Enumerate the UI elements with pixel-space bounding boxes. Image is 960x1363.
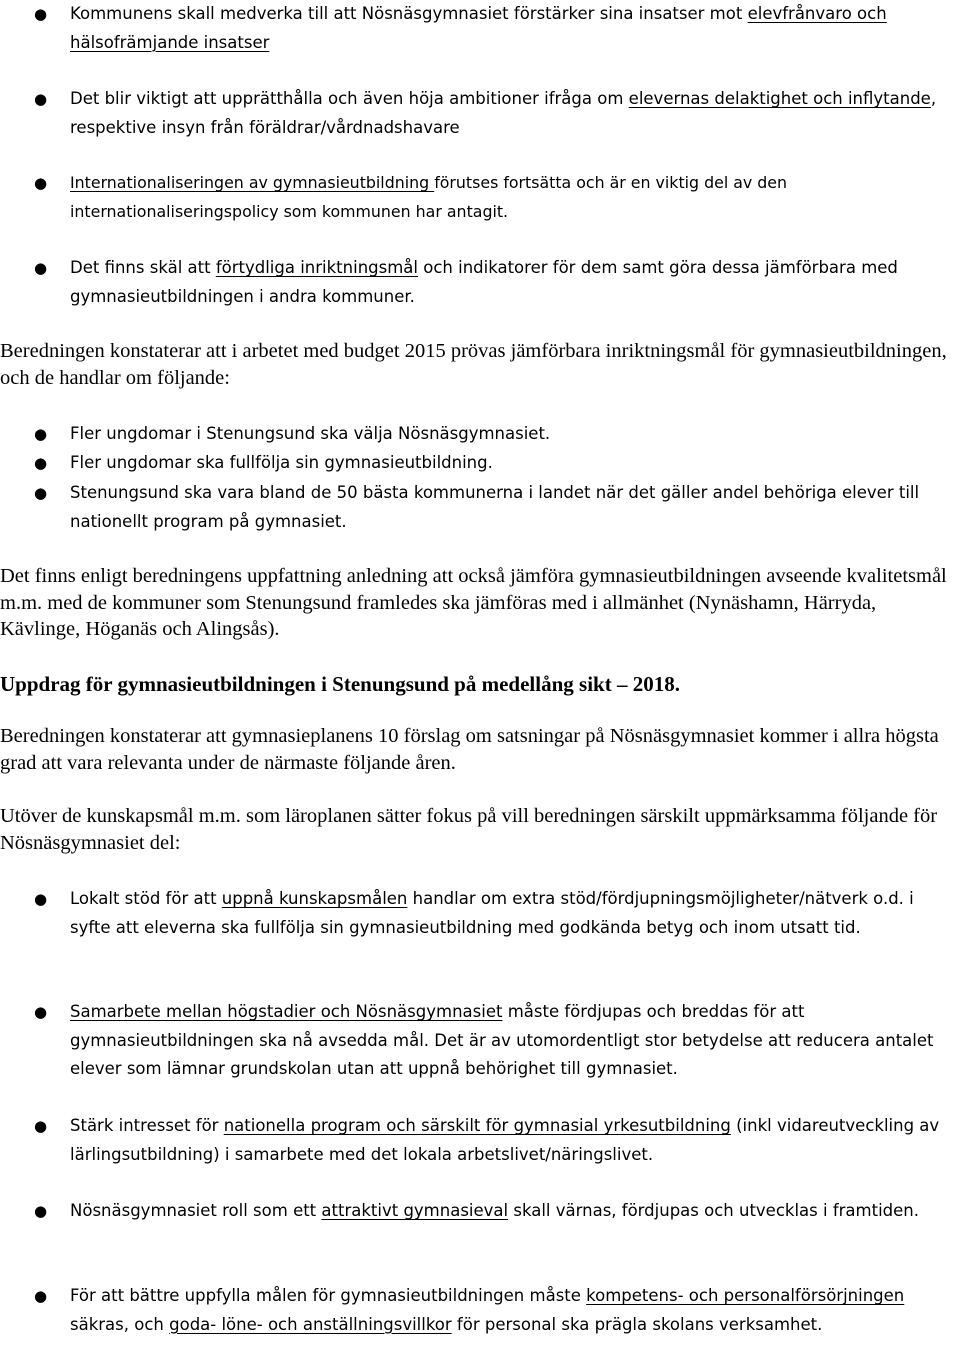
underlined-text: förtydliga inriktningsmål: [215, 258, 418, 277]
list-item: [34, 1112, 956, 1169]
item-text: Fler ungdomar i Stenungsund ska välja Nösnäsgymnasiet.: [70, 424, 551, 443]
item-text: Fler ungdomar ska fullfölja sin gymnasieutbildning.: [70, 453, 493, 472]
underlined-text: goda- löne- och anställningsvillkor: [169, 1314, 452, 1334]
underlined-text: elevfrånvaro och hälsofrämjande insatser: [70, 4, 887, 52]
item-text: Lokalt stöd för att: [70, 889, 222, 908]
section-heading: Uppdrag för gymnasieutbildningen i Stenungsund på medellång sikt – 2018.: [0, 672, 680, 696]
item-text: handlar om extra stöd/fördjupningsmöjligheter/nätverk o.d. i syfte att eleverna ska fullfölja sin gymnasieutbildning med godkända betyg och inom utsatt tid.: [70, 889, 914, 937]
paragraph: Utöver de kunskapsmål m.m. som läroplanen sätter fokus på vill beredningen särskilt uppmärksamma följande för Nösnäsgymnasiet del:: [0, 805, 938, 854]
list-item: [34, 254, 956, 311]
list-item: [34, 420, 956, 449]
bullet-icon: ●: [34, 454, 48, 472]
item-text: måste fördjupas och breddas för att gymnasieutbildningen ska nå avsedda mål. Det är av utomordentligt stor betydelse att reducera antalet elever som lämnar grundskolan utan att uppnå behörighet till gymnasiet.: [70, 1002, 934, 1078]
bullet-icon: ●: [34, 1202, 48, 1220]
list-item: [34, 998, 956, 1084]
bullet-icon: ●: [34, 1287, 48, 1305]
list-item: [34, 449, 956, 478]
item-text: Det blir viktigt att upprätthålla och även höja ambitioner ifråga om: [70, 89, 629, 108]
bullet-icon: ●: [34, 1117, 48, 1135]
bullet-icon: ●: [34, 259, 48, 277]
item-text: för personal ska prägla skolans verksamhet.: [451, 1314, 823, 1334]
bullet-icon: ●: [34, 174, 48, 192]
item-text: skall värnas, fördjupas och utvecklas i framtiden.: [508, 1201, 919, 1220]
item-text: säkras, och: [70, 1314, 170, 1334]
paragraph: Beredningen konstaterar att gymnasieplanens 10 förslag om satsningar på Nösnäsgymnasiet kommer i allra högsta grad att vara relevanta under de närmaste följande åren.: [0, 725, 939, 774]
list-item: [34, 479, 956, 536]
list-item: [34, 1197, 956, 1226]
item-text: förutses fortsätta och är en viktig del av den internationaliseringspolicy som kommunen har antagit.: [70, 173, 788, 221]
bullet-icon: ●: [34, 90, 48, 108]
item-text: Det finns skäl att: [70, 258, 216, 277]
bullet-icon: ●: [34, 425, 48, 443]
underlined-text: Samarbete mellan högstadier och Nösnäsgymnasiet: [70, 1002, 503, 1021]
list-item: [34, 169, 956, 226]
list-item: [34, 885, 956, 942]
bullet-icon: ●: [34, 484, 48, 502]
item-text: För att bättre uppfylla målen för gymnasieutbildningen måste: [70, 1286, 587, 1305]
list-item: [34, 85, 956, 142]
item-text: och indikatorer för dem samt göra dessa jämförbara med gymnasieutbildningen i andra kommuner.: [70, 258, 898, 306]
bullet-icon: ●: [34, 5, 48, 23]
underlined-text: elevernas delaktighet och inflytande: [628, 89, 931, 108]
paragraph: Beredningen konstaterar att i arbetet med budget 2015 prövas jämförbara inriktningsmål för gymnasieutbildningen, och de handlar om följande:: [0, 340, 947, 389]
underlined-text: uppnå kunskapsmålen: [221, 889, 408, 908]
item-text: Stenungsund ska vara bland de 50 bästa kommunerna i landet när det gäller andel behöriga elever till nationellt program på gymnasiet.: [70, 483, 920, 531]
item-text: (inkl vidareutveckling av lärlingsutbildning) i samarbete med det lokala arbetslivet/näringslivet.: [70, 1116, 940, 1164]
item-text: , respektive insyn från föräldrar/vårdnadshavare: [70, 89, 937, 137]
item-text: Kommunens skall medverka till att Nösnäsgymnasiet förstärker sina insatser mot: [70, 4, 748, 23]
item-text: Nösnäsgymnasiet roll som ett: [70, 1201, 322, 1220]
underlined-text: Internationaliseringen av gymnasieutbildning: [70, 173, 435, 192]
underlined-text: nationella program och särskilt för gymnasial yrkesutbildning: [223, 1116, 731, 1135]
list-item: [34, 0, 956, 57]
bullet-icon: ●: [34, 1003, 48, 1021]
underlined-text: kompetens- och personalförsörjningen: [586, 1286, 905, 1305]
bullet-icon: ●: [34, 890, 48, 908]
item-text: Stärk intresset för: [70, 1116, 224, 1135]
underlined-text: attraktivt gymnasieval: [321, 1201, 509, 1220]
list-item: [34, 1282, 956, 1339]
paragraph: Det finns enligt beredningens uppfattning anledning att också jämföra gymnasieutbildningen avseende kvalitetsmål m.m. med de kommuner som Stenungsund framledes ska jämföras med i allmänhet (Nynäshamn, Härryda, Kävlinge, Höganäs och Alingsås).: [0, 565, 947, 640]
